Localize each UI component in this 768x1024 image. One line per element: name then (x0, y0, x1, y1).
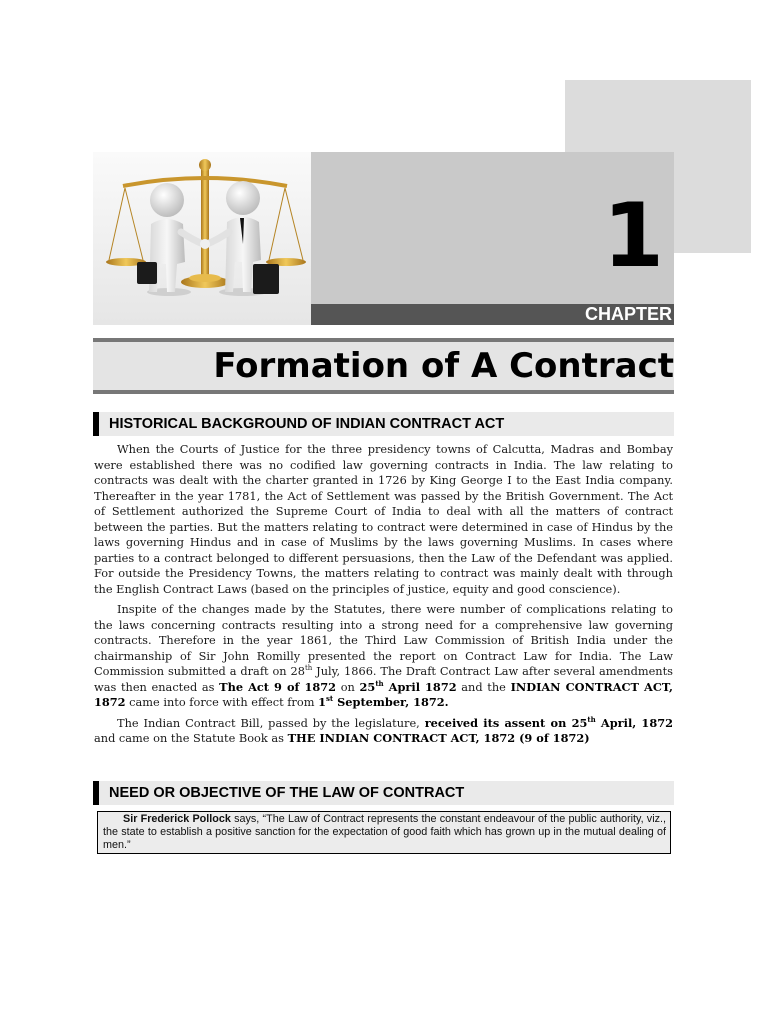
quote-author: Sir Frederick Pollock (123, 813, 231, 825)
quote-text: says, “The Law of Contract represents the constant endeavour of the public authority, viz., the state to establish a positive sanction for the expectation of good faith which has grown up in the mutual dealing of men.” (103, 813, 666, 851)
chapter-title-band (93, 338, 674, 394)
paragraph: When the Courts of Justice for the three presidency towns of Calcutta, Madras and Bombay were established there was no codified law governing contracts in India. The law relating to contracts was dealt with the charter granted in 1726 by King George I to the East India company. Thereafter in the year 1781, the Act of Settlement was passed by the British Government. The Act of Settlement authorized the Supreme Court of India to deal with all the matters of contract between the parties. But the matters relating to contract were determined in case of Hindus by the laws governing Hindus and in case of Muslims by the laws governing Muslims. In cases where parties to a contract belonged to different persuasions, then the Law of the Defendant was applied. For outside the Presidency Towns, the matters relating to contract was mainly dealt with through the English Contract Laws (based on the principles of justice, equity and good conscience). (94, 442, 673, 596)
chapter-label: CHAPTER (311, 304, 674, 325)
section-heading-need-objective: NEED OR OBJECTIVE OF THE LAW OF CONTRACT (93, 781, 674, 805)
quote-box (97, 811, 671, 854)
paragraph: The Indian Contract Bill, passed by the legislature, received its assent on 25th April, 1872 and came on the Statute Book as THE INDIAN CONTRACT ACT, 1872 (9 of 1872) (94, 714, 674, 745)
paragraph: Inspite of the changes made by the Statutes, there were number of complications relating to the laws concerning contracts resulting into a strong need for a comprehensive law governing contracts. Therefore in the year 1861, the Third Law Commission of British India under the chairmanship of Sir John Romilly presented the report on Contract Law for India. The Law Commission submitted a draft on 28th July, 1866. The Draft Contract Law after several amendments was then enacted as The Act 9 of 1872 on 25th April 1872 and the INDIAN CONTRACT ACT, 1872 came into force with effect from 1st September, 1872. (94, 602, 673, 709)
header-illustration (93, 152, 311, 325)
chapter-title: Formation of A Contract (213, 346, 674, 386)
section-heading-historical-background: HISTORICAL BACKGROUND OF INDIAN CONTRACT ACT (93, 412, 674, 436)
section-body-historical-background (94, 442, 673, 752)
scales-of-justice-handshake-icon (93, 152, 311, 325)
chapter-number-panel (311, 152, 674, 304)
chapter-number: 1 (602, 184, 664, 287)
